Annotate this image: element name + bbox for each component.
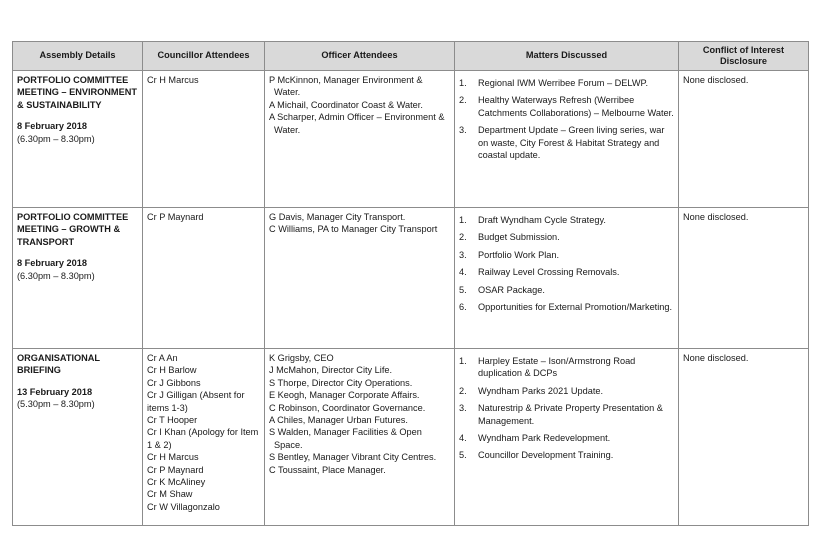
officer-name: A Chiles, Manager Urban Futures. [269,415,408,426]
matter-item [459,385,674,397]
councillor-name: Cr P Maynard [147,212,204,222]
matter-text: Wyndham Parks 2021 Update. [478,385,604,396]
table-row [13,208,809,349]
matter-number: 1. [459,356,467,366]
matter-number: 5. [459,284,467,295]
officer-attendees-cell [265,349,455,526]
matters-list [459,77,674,161]
meeting-title: ORGANISATIONAL BRIEFING [17,353,100,376]
officer-name: C Robinson, Coordinator Governance. [269,402,426,413]
matters-discussed-cell [455,349,679,526]
table-body [13,71,809,526]
table-row [13,349,809,526]
header-matters-discussed: Matters Discussed [455,42,679,71]
councillor-name: Cr T Hooper [147,415,198,426]
matter-item [459,77,674,89]
councillor-attendees-cell [143,208,265,349]
officer-name: C Williams, PA to Manager City Transport [269,224,438,235]
officer-name: J McMahon, Director City Life. [269,365,393,376]
matter-text: Budget Submission. [478,232,560,243]
officer-name: A Scharper, Admin Officer – Environment & Water. [269,112,445,135]
councillor-name: Cr W Villagonzalo [147,501,220,512]
matters-list [459,355,674,462]
councillor-name: Cr A An [147,353,178,363]
assembly-record-table [12,41,809,526]
assembly-details-cell [13,71,143,208]
assembly-details-cell [13,208,143,349]
matter-text: Wyndham Park Redevelopment. [478,433,611,444]
matter-item [459,284,674,296]
councillor-name: Cr H Marcus [147,452,199,463]
matter-number: 3. [459,249,467,260]
matter-text: Healthy Waterways Refresh (Werribee Catchments Collaborations) – Melbourne Water. [478,95,674,118]
matter-item [459,231,674,243]
matter-number: 4. [459,267,467,278]
matter-number: 3. [459,125,467,136]
matter-item [459,124,674,161]
matter-item [459,214,674,226]
matter-text: Railway Level Crossing Removals. [478,267,620,278]
matters-discussed-cell [455,71,679,208]
header-assembly-details: Assembly Details [13,42,143,71]
meeting-date: 8 February 2018 [17,258,87,269]
table-header-row [13,42,809,71]
matter-number: 1. [459,78,467,88]
matter-text: Portfolio Work Plan. [478,249,560,260]
meeting-time: (6.30pm – 8.30pm) [17,270,95,281]
meeting-date: 8 February 2018 [17,121,87,132]
conflict-disclosure-cell [679,349,809,526]
meeting-time: (5.30pm – 8.30pm) [17,399,95,410]
officer-name: G Davis, Manager City Transport. [269,212,406,222]
officer-name: K Grigsby, CEO [269,353,334,363]
matter-number: 2. [459,232,467,243]
meeting-date: 13 February 2018 [17,386,93,397]
matter-item [459,355,674,380]
header-officer-attendees: Officer Attendees [265,42,455,71]
matter-item [459,449,674,461]
table-row [13,71,809,208]
matter-text: Harpley Estate – Ison/Armstrong Road duplication & DCPs [478,356,636,379]
officer-name: S Walden, Manager Facilities & Open Space. [269,427,422,450]
officer-name: C Toussaint, Place Manager. [269,464,386,475]
matter-number: 2. [459,95,467,106]
meeting-title: PORTFOLIO COMMITTEE MEETING – GROWTH & TRANSPORT [17,212,129,247]
matter-item [459,432,674,444]
matter-text: OSAR Package. [478,284,545,295]
header-councillor-attendees: Councillor Attendees [143,42,265,71]
councillor-name: Cr I Khan (Apology for Item 1 & 2) [147,427,259,450]
matter-item [459,402,674,427]
councillor-name: Cr H Barlow [147,365,197,376]
councillor-name: Cr H Marcus [147,75,199,85]
officer-name: P McKinnon, Manager Environment & Water. [269,75,423,98]
conflict-status: None disclosed. [683,353,749,363]
matter-number: 6. [459,302,467,313]
matter-text: Department Update – Green living series, war on waste, City Forest & Habitat Strategy and coastal update. [478,125,665,161]
matters-discussed-cell [455,208,679,349]
matter-item [459,249,674,261]
matter-number: 1. [459,215,467,225]
matter-number: 2. [459,385,467,396]
matters-list [459,214,674,313]
matter-number: 4. [459,433,467,444]
councillor-name: Cr P Maynard [147,464,204,475]
councillor-name: Cr J Gibbons [147,377,201,388]
conflict-status: None disclosed. [683,75,749,85]
conflict-status: None disclosed. [683,212,749,222]
councillor-attendees-cell [143,349,265,526]
councillor-attendees-cell [143,71,265,208]
matter-number: 5. [459,450,467,461]
officer-name: A Michail, Coordinator Coast & Water. [269,99,423,110]
officer-name: E Keogh, Manager Corporate Affairs. [269,390,420,401]
matter-text: Regional IWM Werribee Forum – DELWP. [478,78,649,88]
header-conflict-of-interest: Conflict of Interest Disclosure [679,42,809,71]
matter-text: Councillor Development Training. [478,450,614,461]
councillor-name: Cr M Shaw [147,489,193,500]
conflict-disclosure-cell [679,71,809,208]
officer-attendees-cell [265,71,455,208]
meeting-time: (6.30pm – 8.30pm) [17,133,95,144]
officer-attendees-cell [265,208,455,349]
matter-item [459,94,674,119]
meeting-title: PORTFOLIO COMMITTEE MEETING – ENVIRONMENT & SUSTAINABILITY [17,75,137,110]
assembly-details-cell [13,349,143,526]
officer-name: S Thorpe, Director City Operations. [269,377,413,388]
councillor-name: Cr K McAliney [147,477,206,488]
matter-item [459,266,674,278]
matter-text: Naturestrip & Private Property Presentation & Management. [478,403,663,426]
councillor-name: Cr J Gilligan (Absent for items 1-3) [147,390,245,413]
matter-text: Opportunities for External Promotion/Marketing. [478,302,673,313]
matter-item [459,301,674,313]
matter-text: Draft Wyndham Cycle Strategy. [478,215,606,225]
matter-number: 3. [459,403,467,414]
officer-name: S Bentley, Manager Vibrant City Centres. [269,452,437,463]
conflict-disclosure-cell [679,208,809,349]
